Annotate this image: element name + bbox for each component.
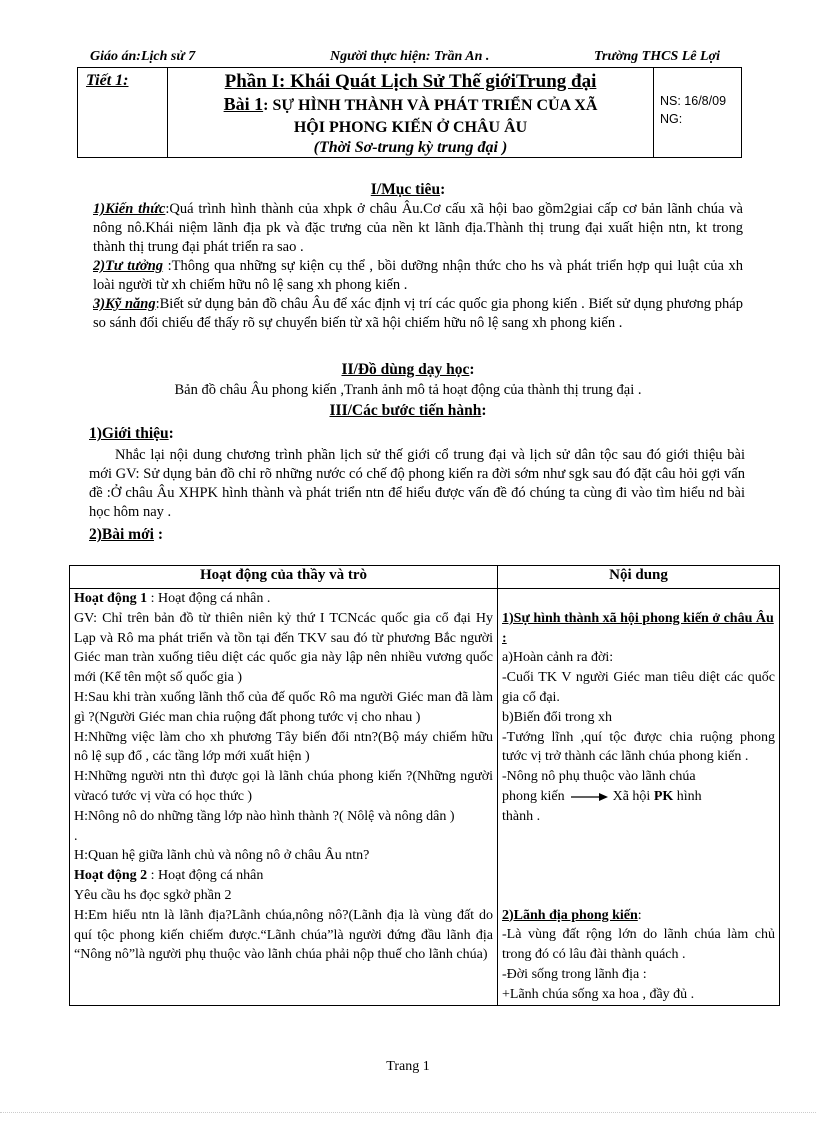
content-line: a)Hoàn cảnh ra đời: [502, 650, 614, 666]
activity-line: H:Nông nô do những tầng lớp nào hình thành ?( Nôlệ và nông dân ) [74, 808, 455, 824]
lesson-title [168, 93, 653, 117]
content-arrow-line: phong kiến Xã hội PK hình [502, 788, 702, 804]
content-line: b)Biến đổi trong xh [502, 709, 613, 725]
materials-heading: II/Đồ dùng dạy học: [341, 361, 475, 378]
content-heading-2: 2)Lãnh địa phong kiến: [502, 907, 642, 923]
new-lesson-heading: 2)Bài mới : [89, 526, 164, 543]
knowledge-objective [93, 200, 743, 257]
content-cell [498, 589, 780, 1006]
lesson-label: Bài 1 [223, 94, 264, 114]
header-teacher: Người thực hiện: Trần An . [330, 49, 490, 64]
knowledge-text: :Quá trình hình thành của xhpk ở châu Âu.Cơ cấu xã hội bao gồm2giai cấp cơ bản lãnh chúa và nông nô.Khái niệm lãnh địa pk và đặc trưng của nền kt lãnh địa.Thành thị trung đại xuất hiện ntn, kt trong thành thị trung đại phát triển ra sao . [93, 201, 743, 255]
materials-text: Bản đồ châu Âu phong kiến ,Tranh ảnh mô tả hoạt động của thành thị trung đại . [174, 382, 642, 398]
skill-objective [93, 295, 743, 333]
thought-objective [93, 257, 743, 295]
ng-date: NG: [660, 112, 683, 126]
content-line: -Đời sống trong lãnh địa : [502, 966, 647, 982]
content-2-lines [502, 925, 775, 1004]
objectives-body [93, 200, 743, 333]
content-1-lines [502, 648, 775, 787]
lesson-title-line-2: HỘI PHONG KIẾN Ở CHÂU ÂU [293, 119, 528, 136]
lesson-title-cell [168, 68, 653, 157]
activity-line: . [74, 828, 78, 844]
header-subject: Giáo án:Lịch sử 7 [90, 49, 196, 64]
lesson-activity-table [69, 565, 780, 1006]
ns-date: NS: 16/8/09 [660, 94, 727, 108]
content-heading-1: 1)Sự hình thành xã hội phong kiến ở châu Âu : [502, 610, 774, 646]
activity-line: H:Những việc làm cho xh phương Tây biến đổi ntn?(Bộ máy chiếm hữu nô lệ sụp đổ , các tầng lớp mới xuất hiện ) [74, 729, 493, 765]
lesson-title-box [77, 67, 742, 158]
objectives-heading: I/Mục tiêu: [370, 181, 446, 198]
intro-text: Nhắc lại nội dung chương trình phần lịch sử thế giới cổ trung đại và lịch sử dân tộc sau đó giới thiệu bài mới GV: Sử dụng bản đồ chỉ rõ những nước có chế độ phong kiến ra đời sớm như sgk sau đó đặt câu hỏi gợi vấn đề :Ở châu Âu XHPK hình thành và phát triển ntn để hiểu được vấn đề đó chúng ta cùng đi vào tìm hiểu nd bài học hôm nay . [89, 447, 745, 520]
activity-2-lines [74, 886, 493, 965]
activity-line: H:Em hiểu ntn là lãnh địa?Lãnh chúa,nông nô?(Lãnh địa là vùng đất do quí tộc phong kiến chiếm được.“Lãnh chúa”là người đứng đầu lãnh địa “Nông nô”là người phụ thuộc vào lãnh chúa phải nộp thuế cho lãnh chúa) [74, 907, 493, 963]
table-body-row [70, 589, 780, 1006]
date-cell [653, 68, 741, 157]
activity-1-title: Hoạt động 1 : Hoạt động cá nhân . [74, 591, 271, 606]
content-arrow-tail: thành . [502, 808, 541, 824]
page-bottom-divider [0, 1112, 816, 1113]
intro-heading: 1)Giới thiệu: [89, 425, 174, 442]
table-header-row [70, 566, 780, 589]
part-title [168, 71, 653, 93]
content-line: -Nông nô phụ thuộc vào lãnh chúa [502, 769, 696, 785]
content-column-header: Nội dung [498, 566, 780, 589]
activity-2-title: Hoạt động 2 : Hoạt động cá nhân [74, 868, 264, 884]
lesson-number: Tiết 1: [86, 72, 129, 89]
page-number: Trang 1 [386, 1059, 430, 1074]
lesson-period: (Thời Sơ-trung kỳ trung đại ) [313, 139, 508, 156]
activity-1-lines [74, 609, 493, 866]
activity-line: Yêu cầu hs đọc sgkở phần 2 [74, 887, 232, 903]
knowledge-label: 1)Kiến thức [93, 201, 166, 217]
date-block [660, 92, 726, 128]
content-line: -Tướng lĩnh ,quí tộc được chia ruộng phong tước vị trở thành các lãnh chúa phong kiến . [502, 729, 775, 765]
part-title-text: Khái Quát Lịch Sử Thế giớiTrung đại [285, 71, 597, 92]
skill-text: :Biết sử dụng bản đồ châu Âu để xác định vị trí các quốc gia phong kiến . Biết sử dụng phương pháp so sánh đối chiếu để thấy rõ sự chuyển biến từ xã hội chiếm hữu nô lệ sang xh phong kiến . [93, 296, 743, 331]
activity-line: GV: Chỉ trên bản đồ từ thiên niên kỷ thứ I TCNcác quốc gia cổ đại Hy Lạp và Rô ma phát triển và tồn tại đến TKV sau đó từ phương Bắc người Giéc man tràn xuống tiêu diệt các quốc gia này lập nên nhiều vương quốc mới (Kể tên một số quốc gia ) [74, 610, 493, 686]
lesson-number-cell [78, 68, 168, 157]
skill-label: 3)Kỹ năng [93, 296, 156, 312]
part-label: Phần I: [224, 71, 286, 92]
activity-line: H:Những người ntn thì được gọi là lãnh chúa phong kiến ?(Những người vừacó tước vị vừa có học thức ) [74, 769, 493, 804]
header-school: Trường THCS Lê Lợi [594, 49, 720, 64]
content-line: -Cuối TK V người Giéc man tiêu diệt các quốc gia cổ đại. [502, 670, 775, 705]
activity-line: H:Sau khi tràn xuống lãnh thổ của đế quốc Rô ma người Giéc man đã làm gì ?(Người Giéc man chia ruộng đất phong tước vị cho nhau ) [74, 689, 493, 725]
lesson-title-line-1: : SỰ HÌNH THÀNH VÀ PHÁT TRIỂN CỦA XÃ [263, 97, 598, 114]
arrow-right-icon [569, 792, 609, 802]
activity-line: H:Quan hệ giữa lãnh chủ và nông nô ở châu Âu ntn? [74, 848, 370, 864]
steps-heading: III/Các bước tiến hành: [329, 402, 487, 419]
activity-cell [70, 589, 498, 1006]
content-line: -Là vùng đất rộng lớn do lãnh chúa làm chủ trong đó có lâu đài thành quách . [502, 927, 775, 963]
thought-label: 2)Tư tưởng [93, 258, 164, 274]
thought-text: :Thông qua những sự kiện cụ thể , bồi dưỡng nhận thức cho hs và phát triển hợp qui luật của xh loài người từ xh chiếm hữu nô lệ sang xh phong kiến . [93, 258, 743, 293]
activity-column-header: Hoạt động của thầy và trò [70, 566, 498, 589]
content-line: +Lãnh chúa sống xa hoa , đầy đủ . [502, 986, 695, 1002]
